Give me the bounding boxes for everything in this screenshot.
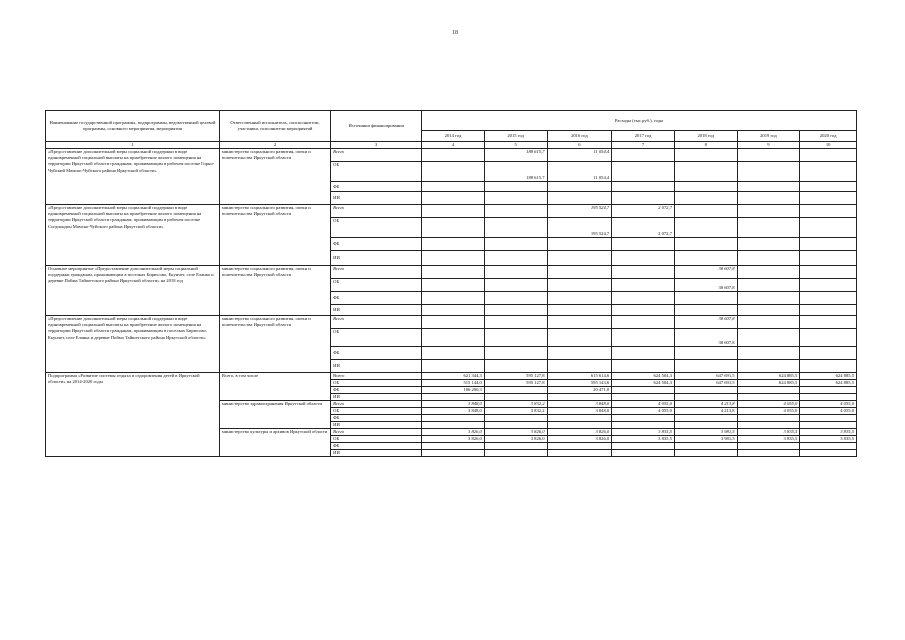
value-cell xyxy=(612,347,675,360)
value-cell xyxy=(674,415,737,422)
value-cell xyxy=(484,238,547,251)
source-ob: ОБ xyxy=(331,279,422,292)
table-row xyxy=(46,316,857,329)
value-cell xyxy=(674,251,737,266)
value-cell: 624 504,3 xyxy=(612,373,675,380)
value-cell: 2 072,7 xyxy=(612,218,675,238)
value-cell xyxy=(737,182,800,192)
source-fb: ФБ xyxy=(331,347,422,360)
value-cell xyxy=(674,394,737,401)
value-cell xyxy=(737,292,800,305)
value-cell: 106 200,3 xyxy=(422,387,485,394)
column-number: 2 xyxy=(219,142,330,149)
value-cell: 624 885,5 xyxy=(800,373,857,380)
table-row xyxy=(46,149,857,162)
value-cell xyxy=(484,443,547,450)
header-year: 2019 год xyxy=(737,131,800,142)
column-number: 4 xyxy=(422,142,485,149)
value-cell xyxy=(800,149,857,162)
value-cell xyxy=(674,292,737,305)
header-year: 2017 год xyxy=(612,131,675,142)
activity-name: «Предоставление дополнительной меры социальной поддержки в виде единовременной социальной выплаты на приобретение жилого помещения на территории Иркутской области гражданам, проживающим в рабочем поселке Согдиондон Мамско-Чуйского района Иркутской области» xyxy=(46,205,220,266)
value-cell: 4 213,8 xyxy=(674,408,737,415)
value-cell xyxy=(800,182,857,192)
value-cell xyxy=(422,238,485,251)
value-cell xyxy=(800,279,857,292)
value-cell xyxy=(547,329,612,347)
source-total: Всего xyxy=(331,429,422,436)
value-cell: 4 213,8 xyxy=(674,401,737,408)
value-cell: 3 981,5 xyxy=(674,436,737,443)
value-cell xyxy=(422,292,485,305)
value-cell xyxy=(800,394,857,401)
value-cell xyxy=(800,347,857,360)
source-ii: ИИ xyxy=(331,422,422,429)
executor-name: министерство социального развития, опеки и попечительства Иркутской области xyxy=(219,149,330,205)
value-cell: 624 885,5 xyxy=(800,380,857,387)
value-cell xyxy=(800,205,857,218)
value-cell xyxy=(612,192,675,205)
value-cell: 38 607,8 xyxy=(674,316,737,329)
value-cell xyxy=(737,305,800,316)
value-cell: 3 848,0 xyxy=(422,401,485,408)
value-cell xyxy=(800,162,857,182)
column-number: 8 xyxy=(674,142,737,149)
value-cell xyxy=(612,360,675,373)
value-cell: 624 885,5 xyxy=(737,373,800,380)
activity-name: Основное мероприятие «Предоставление дополнительной меры социальной поддержки гражданам, проживающим в поселках Бирюсово, Екунчет, селе Еланка и деревне Пойма Тайшетского района Иркутской области» на 2018 год xyxy=(46,266,220,316)
value-cell xyxy=(547,292,612,305)
value-cell xyxy=(737,360,800,373)
value-cell xyxy=(484,279,547,292)
value-cell xyxy=(422,162,485,182)
value-cell: 4 055,0 xyxy=(800,401,857,408)
value-cell xyxy=(484,205,547,218)
value-cell: 3 848,0 xyxy=(547,401,612,408)
header-year: 2014 год xyxy=(422,131,485,142)
source-fb: ФБ xyxy=(331,415,422,422)
source-ob: ОБ xyxy=(331,408,422,415)
value-cell xyxy=(422,450,485,457)
value-cell xyxy=(422,205,485,218)
value-cell xyxy=(422,182,485,192)
value-cell xyxy=(484,347,547,360)
executor-name: министерство социального развития, опеки и попечительства Иркутской области xyxy=(219,266,330,316)
source-ii: ИИ xyxy=(331,251,422,266)
value-cell xyxy=(800,329,857,347)
value-cell xyxy=(800,387,857,394)
value-cell xyxy=(422,394,485,401)
value-cell xyxy=(737,394,800,401)
value-cell: 38 607,8 xyxy=(674,266,737,279)
executor-name: Всего, в том числе xyxy=(219,373,330,401)
value-cell: 3 826,0 xyxy=(484,429,547,436)
value-cell: 3 835,5 xyxy=(800,436,857,443)
value-cell xyxy=(547,279,612,292)
page-number: 18 xyxy=(452,30,458,36)
value-cell xyxy=(674,347,737,360)
value-cell xyxy=(484,182,547,192)
value-cell xyxy=(800,422,857,429)
source-ii: ИИ xyxy=(331,360,422,373)
value-cell xyxy=(737,279,800,292)
value-cell: 3 848,0 xyxy=(547,408,612,415)
value-cell xyxy=(612,422,675,429)
header-name: Наименование государственной программы, подпрограммы, ведомственной целевой программы, основного мероприятия, мероприятия xyxy=(46,111,220,142)
value-cell: 595 143,6 xyxy=(547,380,612,387)
value-cell: 3 826,0 xyxy=(422,429,485,436)
value-cell: 195 524,7 xyxy=(547,218,612,238)
header-year: 2015 год xyxy=(484,131,547,142)
value-cell xyxy=(422,251,485,266)
value-cell xyxy=(612,305,675,316)
value-cell xyxy=(612,149,675,162)
source-ob: ОБ xyxy=(331,380,422,387)
value-cell xyxy=(737,218,800,238)
source-ob: ОБ xyxy=(331,329,422,347)
value-cell xyxy=(737,205,800,218)
source-fb: ФБ xyxy=(331,443,422,450)
value-cell: 647 691,5 xyxy=(674,373,737,380)
value-cell xyxy=(612,443,675,450)
value-cell xyxy=(674,443,737,450)
value-cell xyxy=(484,218,547,238)
value-cell: 624 504,3 xyxy=(612,380,675,387)
source-total: Всего xyxy=(331,205,422,218)
value-cell xyxy=(612,162,675,182)
value-cell xyxy=(800,251,857,266)
value-cell xyxy=(547,450,612,457)
value-cell xyxy=(422,347,485,360)
value-cell xyxy=(422,149,485,162)
value-cell xyxy=(800,415,857,422)
table-row xyxy=(46,373,857,380)
column-number: 3 xyxy=(331,142,422,149)
value-cell xyxy=(547,182,612,192)
header-year: 2016 год xyxy=(547,131,612,142)
value-cell xyxy=(484,394,547,401)
value-cell: 11 054,4 xyxy=(547,149,612,162)
value-cell xyxy=(484,450,547,457)
value-cell: 188 615,7 xyxy=(484,149,547,162)
value-cell: 3 832,2 xyxy=(484,408,547,415)
value-cell xyxy=(547,443,612,450)
value-cell xyxy=(484,415,547,422)
value-cell: 624 885,5 xyxy=(737,380,800,387)
header-executor: Ответственный исполнитель, соисполнители, участники, исполнители мероприятий xyxy=(219,111,330,142)
value-cell: 3 835,5 xyxy=(612,429,675,436)
source-total: Всего xyxy=(331,401,422,408)
executor-name: министерство здравоохранения Иркутской области xyxy=(219,401,330,429)
value-cell xyxy=(484,305,547,316)
value-cell: 595 127,8 xyxy=(484,373,547,380)
value-cell xyxy=(800,266,857,279)
value-cell xyxy=(674,218,737,238)
value-cell xyxy=(800,316,857,329)
value-cell xyxy=(612,316,675,329)
source-total: Всего xyxy=(331,316,422,329)
value-cell xyxy=(674,162,737,182)
value-cell xyxy=(422,360,485,373)
value-cell xyxy=(737,415,800,422)
value-cell xyxy=(800,292,857,305)
value-cell xyxy=(612,329,675,347)
value-cell xyxy=(547,238,612,251)
value-cell xyxy=(484,422,547,429)
column-number: 1 xyxy=(46,142,220,149)
value-cell xyxy=(737,387,800,394)
value-cell xyxy=(612,238,675,251)
value-cell xyxy=(547,251,612,266)
value-cell xyxy=(674,305,737,316)
value-cell: 595 127,8 xyxy=(484,380,547,387)
value-cell xyxy=(547,347,612,360)
executor-name: министерство социального развития, опеки и попечительства Иркутской области xyxy=(219,316,330,373)
value-cell xyxy=(422,329,485,347)
value-cell: 3 835,5 xyxy=(737,436,800,443)
value-cell xyxy=(800,360,857,373)
value-cell xyxy=(422,266,485,279)
executor-name: министерство культуры и архивов Иркутской области xyxy=(219,429,330,457)
value-cell xyxy=(547,305,612,316)
value-cell xyxy=(737,149,800,162)
value-cell xyxy=(737,192,800,205)
value-cell xyxy=(422,305,485,316)
value-cell xyxy=(737,450,800,457)
value-cell: 11 054,4 xyxy=(547,162,612,182)
value-cell xyxy=(674,450,737,457)
value-cell xyxy=(674,205,737,218)
value-cell xyxy=(612,266,675,279)
value-cell xyxy=(612,450,675,457)
value-cell xyxy=(484,192,547,205)
value-cell: 515 144,0 xyxy=(422,380,485,387)
value-cell xyxy=(484,292,547,305)
value-cell: 3 826,0 xyxy=(547,436,612,443)
value-cell xyxy=(612,292,675,305)
value-cell xyxy=(484,387,547,394)
value-cell xyxy=(737,422,800,429)
value-cell xyxy=(422,316,485,329)
value-cell xyxy=(674,422,737,429)
value-cell xyxy=(800,450,857,457)
value-cell xyxy=(737,329,800,347)
source-fb: ФБ xyxy=(331,238,422,251)
value-cell xyxy=(737,251,800,266)
table-row xyxy=(46,205,857,218)
activity-name: «Предоставление дополнительной меры социальной поддержки в виде единовременной социальной выплаты на приобретение жилого помещения на территории Иркутской области гражданам, проживающим в поселках Бирюсово, Екунчет, селе Еланка и деревне Пойма Тайшетского района Иркутской области» xyxy=(46,316,220,373)
value-cell: 20 471,0 xyxy=(547,387,612,394)
header-expenses: Расходы (тыс.руб.), годы xyxy=(422,111,857,131)
source-ii: ИИ xyxy=(331,192,422,205)
column-number: 10 xyxy=(800,142,857,149)
value-cell xyxy=(547,360,612,373)
value-cell xyxy=(422,415,485,422)
value-cell: 3 981,5 xyxy=(674,429,737,436)
value-cell xyxy=(612,394,675,401)
column-number: 7 xyxy=(612,142,675,149)
value-cell xyxy=(612,387,675,394)
value-cell xyxy=(737,347,800,360)
value-cell xyxy=(547,422,612,429)
value-cell: 647 691,5 xyxy=(674,380,737,387)
value-cell xyxy=(484,329,547,347)
value-cell xyxy=(484,316,547,329)
value-cell xyxy=(800,192,857,205)
value-cell xyxy=(484,251,547,266)
value-cell: 3 826,0 xyxy=(422,436,485,443)
executor-name: министерство социального развития, опеки и попечительства Иркутской области xyxy=(219,205,330,266)
value-cell: 38 607,8 xyxy=(674,279,737,292)
value-cell xyxy=(800,443,857,450)
value-cell: 3 848,0 xyxy=(422,408,485,415)
value-cell: 3 832,2 xyxy=(484,401,547,408)
value-cell xyxy=(547,316,612,329)
column-number: 6 xyxy=(547,142,612,149)
source-ii: ИИ xyxy=(331,450,422,457)
source-total: Всего xyxy=(331,266,422,279)
value-cell xyxy=(737,316,800,329)
value-cell xyxy=(800,238,857,251)
value-cell xyxy=(422,279,485,292)
value-cell xyxy=(422,192,485,205)
value-cell: 4 055,0 xyxy=(612,408,675,415)
value-cell: 3 835,5 xyxy=(800,429,857,436)
column-number: 5 xyxy=(484,142,547,149)
value-cell xyxy=(674,238,737,251)
header-year: 2018 год xyxy=(674,131,737,142)
activity-name: «Предоставление дополнительной меры социальной поддержки в виде единовременной социальной выплаты на приобретение жилого помещения на территории Иркутской области гражданам, проживающим в рабочем поселке Горно-Чуйский Мамско-Чуйского района Иркутской области» xyxy=(46,149,220,205)
source-ii: ИИ xyxy=(331,394,422,401)
value-cell xyxy=(547,266,612,279)
value-cell xyxy=(674,387,737,394)
value-cell xyxy=(800,305,857,316)
budget-table xyxy=(45,110,857,457)
value-cell: 4 055,0 xyxy=(737,401,800,408)
value-cell: 3 835,5 xyxy=(737,429,800,436)
table-row xyxy=(46,266,857,279)
value-cell xyxy=(422,443,485,450)
value-cell xyxy=(612,279,675,292)
value-cell: 195 524,7 xyxy=(547,205,612,218)
value-cell xyxy=(737,443,800,450)
header-source: Источники финансирования xyxy=(331,111,422,142)
value-cell: 615 614,6 xyxy=(547,373,612,380)
source-total: Всего xyxy=(331,373,422,380)
value-cell xyxy=(674,192,737,205)
value-cell: 4 055,0 xyxy=(612,401,675,408)
value-cell xyxy=(484,266,547,279)
source-ob: ОБ xyxy=(331,218,422,238)
subprogram-name: Подпрограмма «Развитие системы отдыха и оздоровления детей в Иркутской области» на 2014-2020 годы xyxy=(46,373,220,457)
value-cell xyxy=(547,394,612,401)
source-fb: ФБ xyxy=(331,387,422,394)
value-cell xyxy=(422,218,485,238)
source-total: Всего xyxy=(331,149,422,162)
source-ii: ИИ xyxy=(331,305,422,316)
value-cell: 2 072,7 xyxy=(612,205,675,218)
value-cell: 3 826,0 xyxy=(547,429,612,436)
value-cell xyxy=(612,251,675,266)
source-ob: ОБ xyxy=(331,436,422,443)
value-cell: 188 615,7 xyxy=(484,162,547,182)
value-cell xyxy=(484,360,547,373)
value-cell xyxy=(674,149,737,162)
value-cell xyxy=(674,182,737,192)
source-ob: ОБ xyxy=(331,162,422,182)
source-fb: ФБ xyxy=(331,182,422,192)
header-year: 2020 год xyxy=(800,131,857,142)
value-cell xyxy=(422,422,485,429)
value-cell: 3 826,0 xyxy=(484,436,547,443)
value-cell: 621 344,3 xyxy=(422,373,485,380)
value-cell xyxy=(612,415,675,422)
value-cell xyxy=(547,192,612,205)
value-cell: 4 055,0 xyxy=(800,408,857,415)
value-cell xyxy=(737,238,800,251)
value-cell: 38 607,8 xyxy=(674,329,737,347)
value-cell xyxy=(612,182,675,192)
column-number: 9 xyxy=(737,142,800,149)
value-cell: 4 055,0 xyxy=(737,408,800,415)
value-cell xyxy=(737,162,800,182)
value-cell: 3 835,5 xyxy=(612,436,675,443)
value-cell xyxy=(674,360,737,373)
value-cell xyxy=(800,218,857,238)
source-fb: ФБ xyxy=(331,292,422,305)
value-cell xyxy=(547,415,612,422)
value-cell xyxy=(737,266,800,279)
